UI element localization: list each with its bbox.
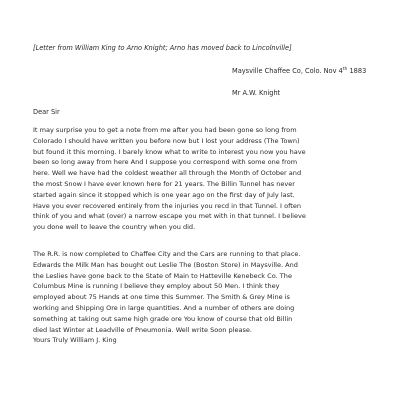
paragraph-line: but found it this morning. I barely know what to write to interest you now you have [33,147,306,156]
paragraph-line: the most Snow I have ever known here for 21 years. The Billin Tunnel has never [33,179,295,188]
paragraph-line: Columbus Mine is running I believe they employ about 50 Men. I think they [33,282,280,291]
paragraph-line: died last Winter at Leadville of Pneumonia. Well write Soon please. [33,325,253,334]
signature-line: Yours Truly William J. King [33,336,117,345]
paragraph-line: been so long away from here And I suppose you correspond with some one from [33,158,298,167]
paragraph-line: working and Shipping Ore in large quantities. And a number of others are doing [33,303,295,312]
paragraph-line: started again since it stopped which is one year ago on the first day of July last. [33,190,295,199]
place-date-prefix: Maysville Chaffee Co, Colo. Nov 4 [232,67,343,75]
editorial-note: [Letter from William King to Arno Knight; Arno has moved back to Lincolnville] [33,44,292,52]
date-ordinal-suffix: th [342,66,348,72]
salutation: Dear Sir [33,108,60,116]
letter-paragraph-1 [33,125,378,233]
paragraph-line: Edwards the Milk Man has bought out Leslie The (Boston Store) in Maysville. And [33,260,298,269]
place-date-year: 1883 [347,67,367,75]
paragraph-line: The R.R. is now completed to Chaffee City and the Cars are running to that place. [33,250,301,258]
paragraph-line: employed about 75 Hands at one time this Summer. The Smith & Grey Mine is [33,293,290,302]
letter-paragraph-2 [33,249,378,346]
paragraph-line: It may surprise you to get a note from me after you had been gone so long from [33,126,297,134]
place-date-line [232,67,366,76]
paragraph-line: the Leslies have gone back to the State of Main to Hatteville Kenebeck Co. The [33,271,292,280]
paragraph-line: think of you and what (over) a narrow escape you met with in that tunnel. I believe [33,212,306,221]
paragraph-line: here. Well we have had the coldest weather all through the Month of October and [33,169,302,178]
paragraph-line: Colorado I should have written you before now but I lost your address (The Town) [33,136,300,145]
paragraph-line: Have you ever recovered entirely from the injuries you recd in that Tunnel. I often [33,201,302,210]
paragraph-line: something at taking out same high grade ore You know of course that old Billin [33,314,293,323]
paragraph-line: you done well to leave the country when you did. [33,223,196,232]
recipient-line: Mr A.W. Knight [232,89,281,97]
